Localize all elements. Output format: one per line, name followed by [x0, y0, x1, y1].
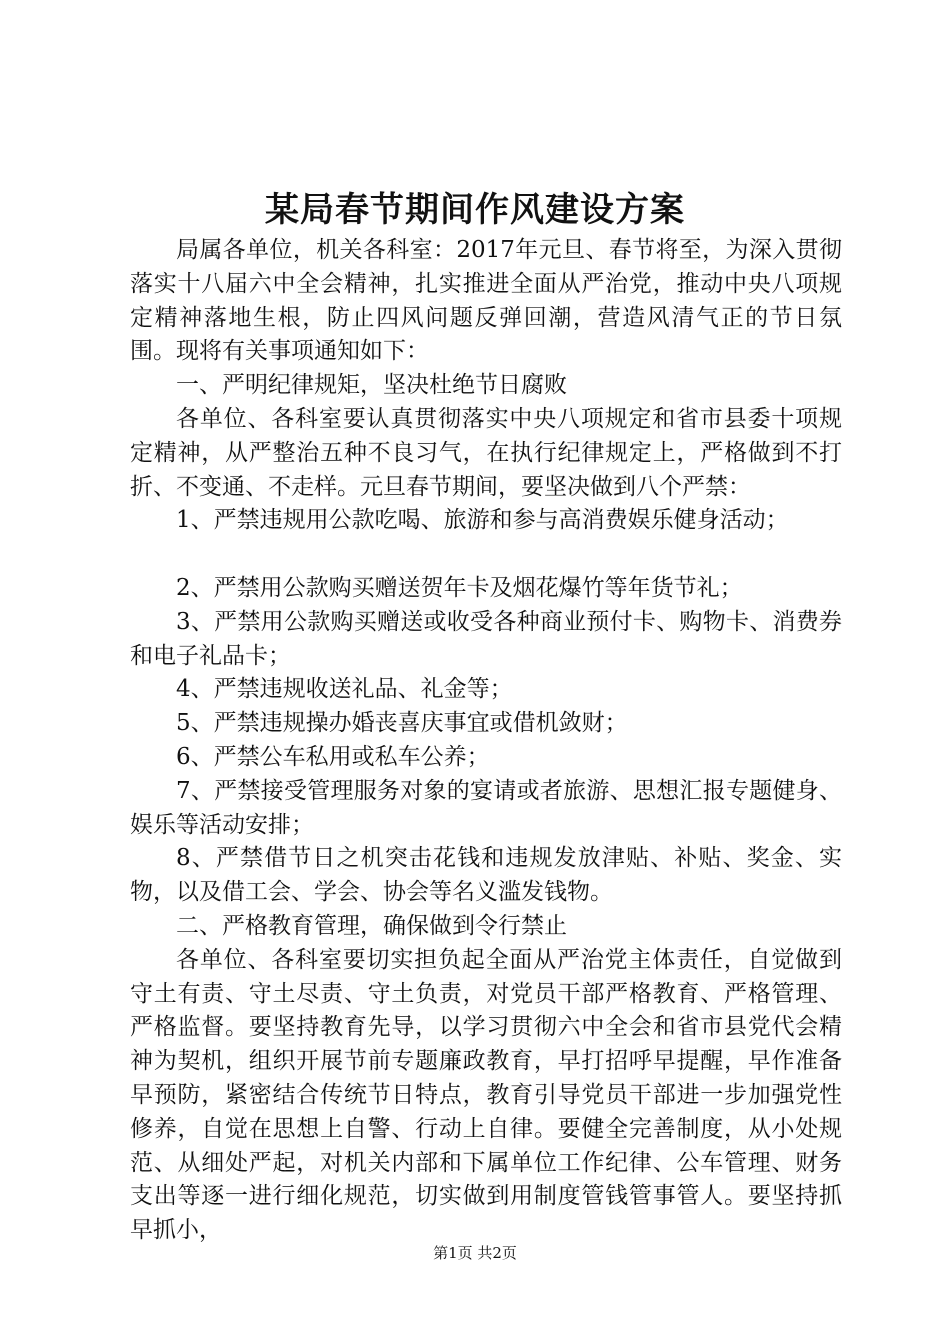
section-heading-1: 一、严明纪律规矩，坚决杜绝节日腐败 — [176, 372, 567, 399]
page-footer: 第1页 共2页 — [433, 1244, 517, 1262]
paragraph-section-1: 各单位、各科室要认真贯彻落实中央八项规定和省市县委十项规定精神，从严整治五种不良习气，在执行纪律规定上，严格做到不打折、不变通、不走样。元旦春节期间，要坚决做到八个严禁： — [130, 405, 842, 500]
list-item-4: 4、严禁违规收送礼品、礼金等； — [176, 676, 513, 703]
blank-line — [130, 538, 842, 572]
section-heading-2: 二、严格教育管理，确保做到令行禁止 — [176, 912, 567, 939]
list-item-1: 1、严禁违规用公款吃喝、旅游和参与高消费娱乐健身活动； — [176, 507, 789, 534]
list-item-6: 6、严禁公车私用或私车公养； — [176, 743, 490, 770]
paragraph-section-2: 各单位、各科室要切实担负起全面从严治党主体责任，自觉做到守土有责、守土尽责、守土负责，对党员干部严格教育、严格管理、严格监督。要坚持教育先导，以学习贯彻六中全会和省市县党代会精神为契机，组织开展节前专题廉政教育，早打招呼早提醒，早作准备早预防，紧密结合传统节日特点，教育引导党员干部进一步加强党性修养，自觉在思想上自警、行动上自律。要健全完善制度，从小处规范、从细处严起，对机关内部和下属单位工作纪律、公车管理、财务支出等逐一进行细化规范，切实做到用制度管钱管事管人。要坚持抓早抓小， — [130, 946, 842, 1244]
list-item-2: 2、严禁用公款购买赠送贺年卡及烟花爆竹等年货节礼； — [176, 574, 743, 601]
list-item-7: 7、严禁接受管理服务对象的宴请或者旅游、思想汇报专题健身、娱乐等活动安排； — [130, 777, 842, 838]
document-body — [130, 234, 842, 1248]
paragraph-intro: 局属各单位，机关各科室：2017年元旦、春节将至，为深入贯彻落实十八届六中全会精神，扎实推进全面从严治党，推动中央八项规定精神落地生根，防止四风问题反弹回潮，营造风清气正的节日氛围。现将有关事项通知如下： — [130, 237, 842, 365]
document-title: 某局春节期间作风建设方案 — [265, 190, 685, 230]
list-item-3: 3、严禁用公款购买赠送或收受各种商业预付卡、购物卡、消费券和电子礼品卡； — [130, 608, 842, 669]
list-item-5: 5、严禁违规操办婚丧喜庆事宜或借机敛财； — [176, 710, 628, 737]
list-item-8: 8、严禁借节日之机突击花钱和违规发放津贴、补贴、奖金、实物，以及借工会、学会、协会等名义滥发钱物。 — [130, 845, 842, 906]
